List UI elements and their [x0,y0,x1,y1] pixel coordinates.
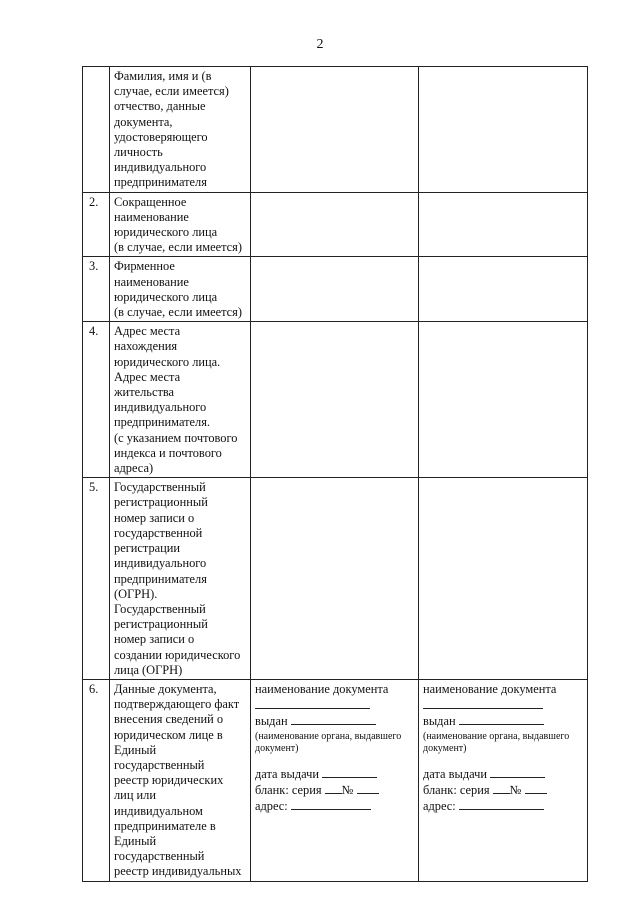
table-row [83,478,588,680]
row-label: Данные документа, подтверждающего факт внесения сведений о юридическом лице в Единый государственный реестр юридических лиц или индивидуальном предпринимателе в Единый государственный реестр индивидуальных [110,679,251,881]
value-cell[interactable] [251,478,419,680]
value-cell[interactable] [419,322,588,478]
row-number: 6. [83,679,110,881]
issued-hint: (наименование органа, выдавшего документ) [423,730,570,754]
series-line[interactable] [493,782,510,794]
issued-label: выдан [423,714,456,729]
row-label: Фирменное наименование юридического лица (в случае, если имеется) [110,257,251,322]
issued-label: выдан [255,714,288,729]
row-number: 2. [83,192,110,257]
address-label: адрес: [255,798,288,813]
value-cell[interactable] [251,67,419,193]
row-label: Адрес места нахождения юридического лица. Адрес места жительства индивидуального предпринимателя. (с указанием почтового индекса и почтового адреса) [110,322,251,478]
row-label: Государственный регистрационный номер записи о государственной регистрации индивидуального предпринимателя (ОГРН). Государственный регистрационный номер записи о создании юридического лица (ОГРН) [110,478,251,680]
value-cell[interactable] [419,192,588,257]
row-number [83,67,110,193]
number-line[interactable] [525,782,547,794]
row-label: Фамилия, имя и (в случае, если имеется) отчество, данные документа, удостоверяющего личность индивидуального предпринимателя [110,67,251,193]
table-row [83,67,588,193]
issue-date-label: дата выдачи [255,766,319,781]
number-line[interactable] [357,782,379,794]
value-cell[interactable] [251,322,419,478]
value-cell[interactable] [419,478,588,680]
doc-name-label: наименование документа [255,681,389,696]
table-row [83,679,588,881]
series-line[interactable] [325,782,342,794]
table-row [83,257,588,322]
document-details-cell[interactable] [251,679,419,881]
blank-series-label: бланк: серия [255,782,322,797]
document-details-cell[interactable] [419,679,588,881]
doc-name-line[interactable] [423,697,543,709]
table-row [83,192,588,257]
table-row [83,322,588,478]
doc-name-label: наименование документа [423,681,557,696]
row-number: 5. [83,478,110,680]
value-cell[interactable] [419,257,588,322]
value-cell[interactable] [251,257,419,322]
row-label: Сокращенное наименование юридического лица (в случае, если имеется) [110,192,251,257]
issue-date-line[interactable] [490,766,545,778]
issued-line[interactable] [459,713,544,725]
number-sign: № [341,782,354,797]
number-sign: № [509,782,522,797]
address-line[interactable] [291,798,371,810]
blank-series-label: бланк: серия [423,782,490,797]
value-cell[interactable] [419,67,588,193]
page-number: 2 [316,37,324,52]
address-line[interactable] [459,798,544,810]
address-label: адрес: [423,798,456,813]
issued-hint: (наименование органа, выдавшего документ) [255,730,402,754]
issue-date-line[interactable] [322,766,377,778]
doc-name-line[interactable] [255,697,370,709]
form-table [82,66,588,882]
issued-line[interactable] [291,713,376,725]
value-cell[interactable] [251,192,419,257]
row-number: 3. [83,257,110,322]
issue-date-label: дата выдачи [423,766,487,781]
row-number: 4. [83,322,110,478]
